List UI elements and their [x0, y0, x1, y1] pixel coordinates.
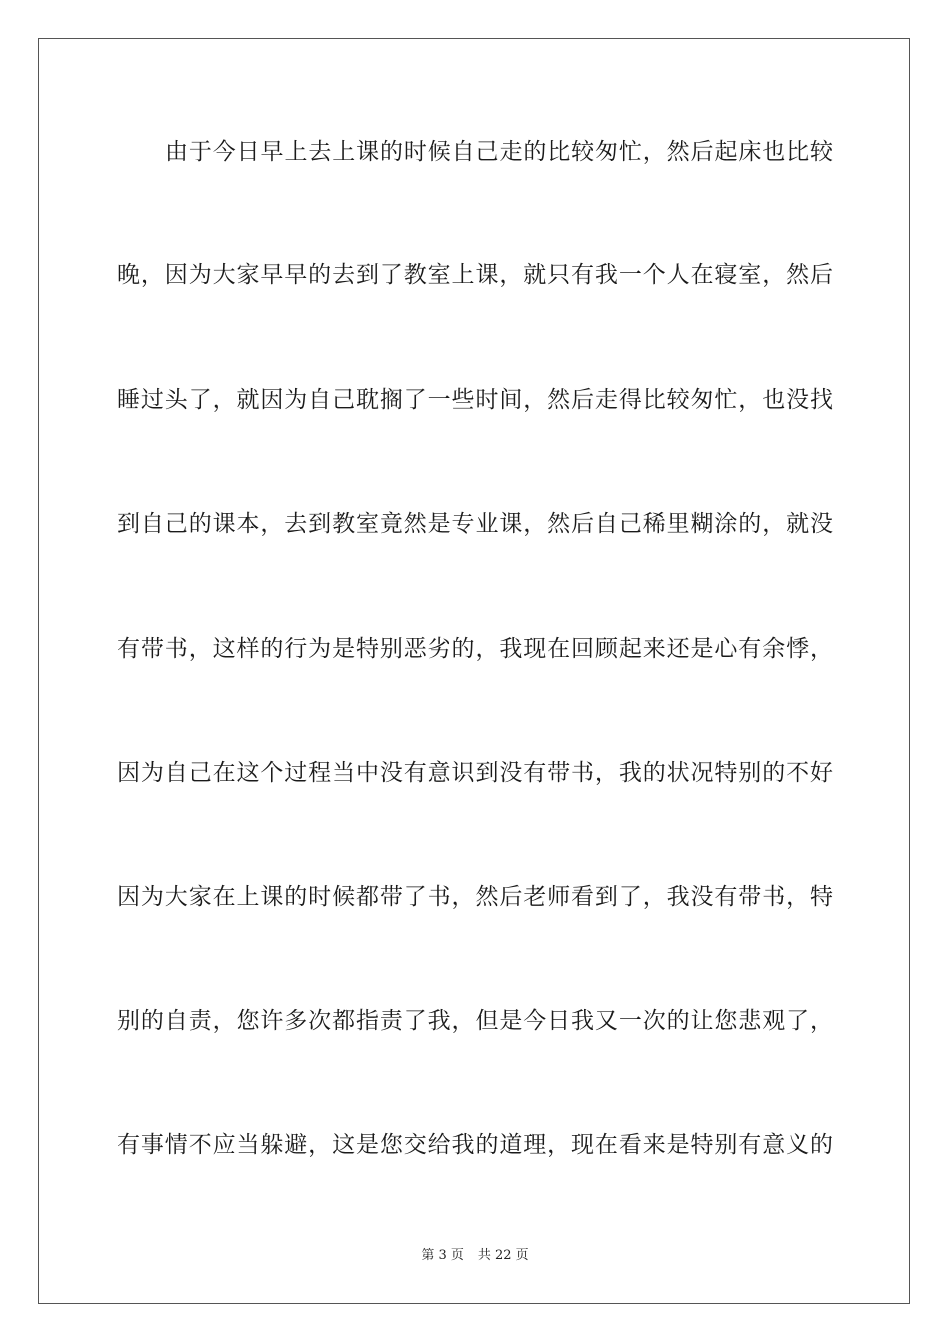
paragraph-line-8: 别的自责，您许多次都指责了我，但是今日我又一次的让您悲观了， [117, 1008, 833, 1034]
paragraph-line-5: 有带书，这样的行为是特别恶劣的，我现在回顾起来还是心有余悸， [117, 636, 833, 662]
page-border [38, 38, 910, 1304]
paragraph-line-4: 到自己的课本，去到教室竟然是专业课，然后自己稀里糊涂的，就没 [117, 511, 833, 537]
paragraph-line-6: 因为自己在这个过程当中没有意识到没有带书，我的状况特别的不好 [117, 760, 833, 786]
paragraph-line-3: 睡过头了，就因为自己耽搁了一些时间，然后走得比较匆忙，也没找 [117, 387, 833, 413]
paragraph-line-2: 晚，因为大家早早的去到了教室上课，就只有我一个人在寝室，然后 [117, 262, 833, 288]
page-footer [0, 1246, 950, 1266]
page-total: 共 22 页 [477, 1248, 529, 1263]
paragraph-line-9: 有事情不应当躲避，这是您交给我的道理，现在看来是特别有意义的 [117, 1132, 833, 1158]
paragraph-line-7: 因为大家在上课的时候都带了书，然后老师看到了，我没有带书，特 [117, 884, 833, 910]
page-number: 第 3 页 [421, 1248, 464, 1263]
paragraph-line-1: 由于今日早上去上课的时候自己走的比较匆忙，然后起床也比较 [165, 139, 833, 165]
